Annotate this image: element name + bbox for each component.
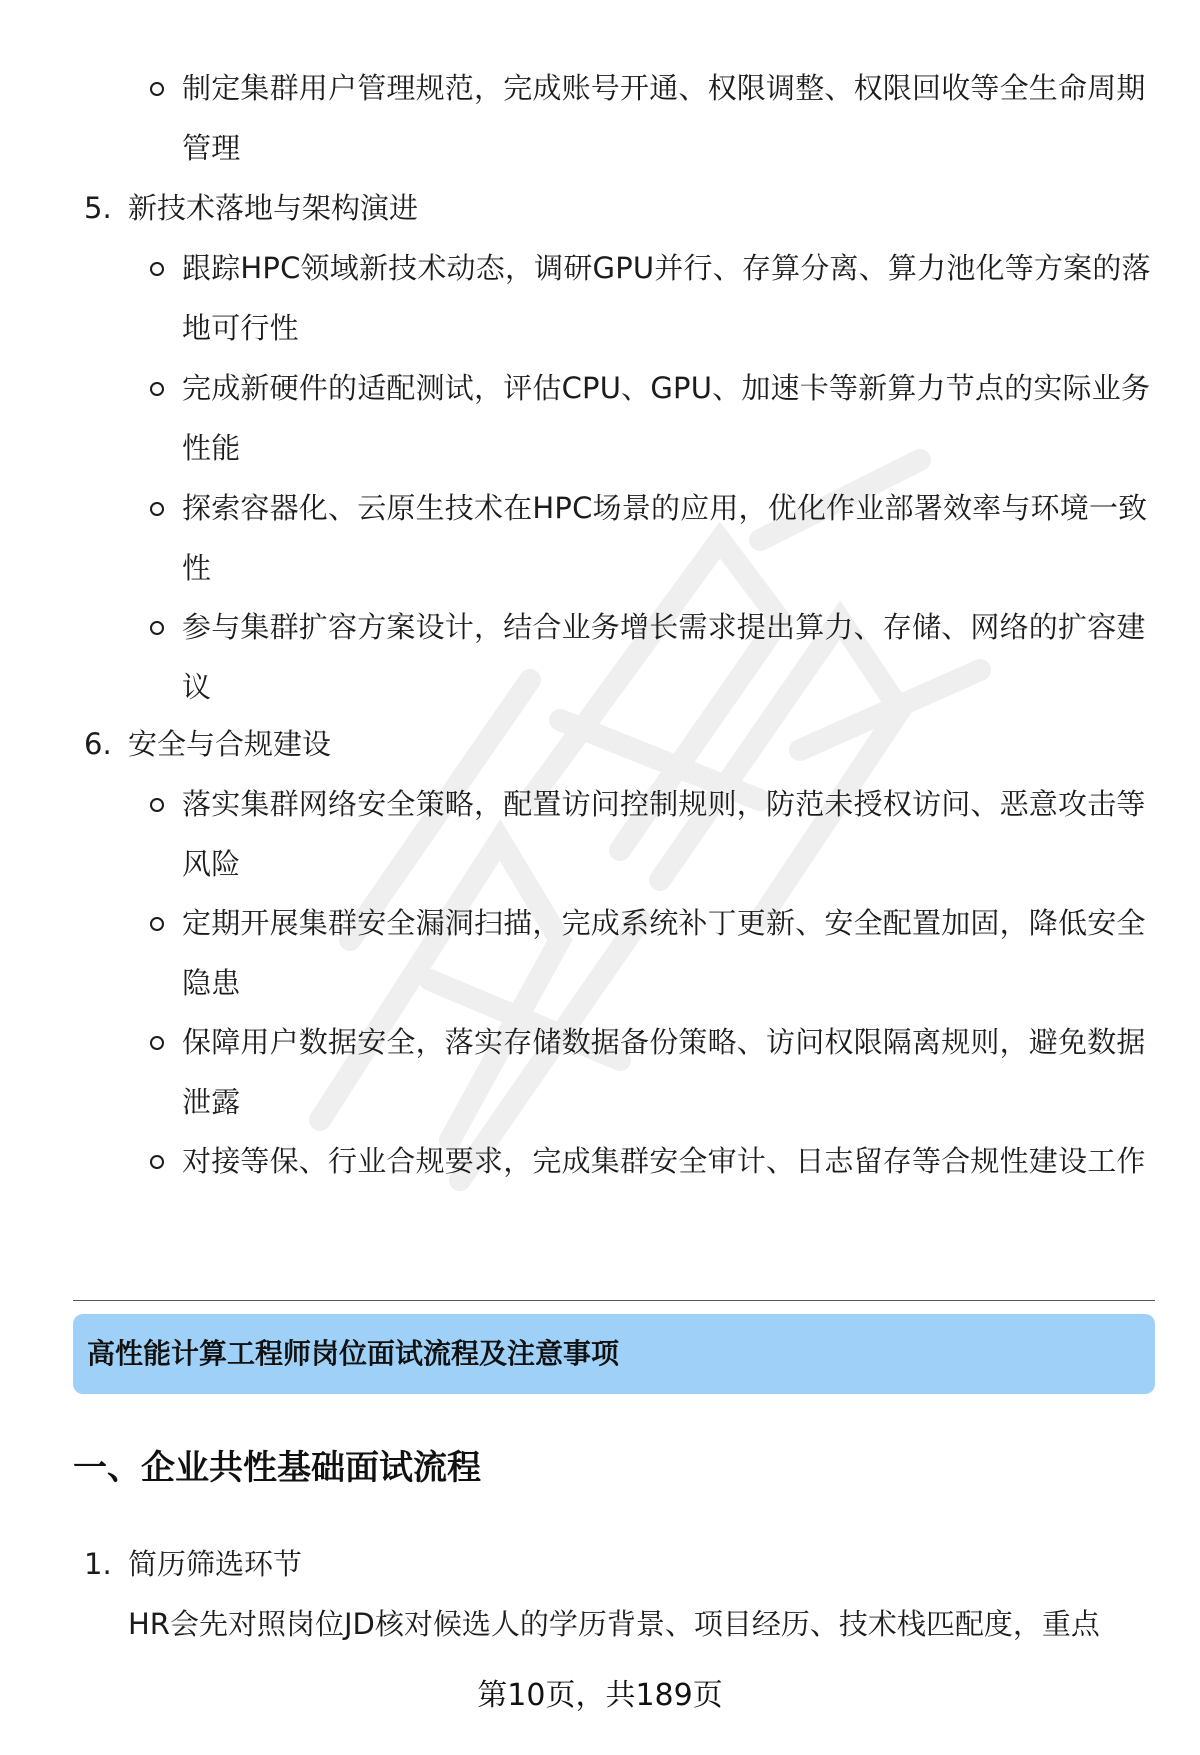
bullet-text: 跟踪HPC领域新技术动态，调研GPU并行、存算分离、算力池化等方案的落地可行性: [182, 251, 1151, 345]
bullet-text: 制定集群用户管理规范，完成账号开通、权限调整、权限回收等全生命周期管理: [182, 71, 1146, 165]
section-heading: 一、企业共性基础面试流程: [73, 1448, 481, 1488]
list-bullet: [150, 893, 1146, 1013]
item-title: 新技术落地与架构演进: [128, 191, 419, 225]
item-number: 6.: [84, 727, 112, 761]
item-title: 安全与合规建设: [128, 727, 332, 761]
bullet-circle-icon: [150, 382, 164, 396]
bullet-text: 定期开展集群安全漏洞扫描，完成系统补丁更新、安全配置加固，降低安全隐患: [182, 906, 1146, 1000]
bullet-text: 保障用户数据安全，落实存储数据备份策略、访问权限隔离规则，避免数据泄露: [182, 1025, 1146, 1119]
page-footer: 第10页，共189页: [477, 1678, 723, 1713]
list-bullet: [150, 478, 1148, 598]
numbered-item-6: [84, 714, 331, 774]
item-title: 简历筛选环节: [128, 1547, 303, 1581]
list-bullet: [150, 238, 1151, 358]
body-paragraph: HR会先对照岗位JD核对候选人的学历背景、项目经历、技术栈匹配度，重点: [128, 1607, 1100, 1641]
bullet-text: 完成新硬件的适配测试，评估CPU、GPU、加速卡等新算力节点的实际业务性能: [182, 371, 1151, 465]
list-bullet: [150, 1012, 1146, 1132]
numbered-item-5: [84, 178, 418, 238]
list-bullet: [150, 358, 1151, 478]
bullet-text: 落实集群网络安全策略，配置访问控制规则，防范未授权访问、恶意攻击等风险: [182, 787, 1146, 881]
bullet-circle-icon: [150, 917, 164, 931]
bullet-circle-icon: [150, 621, 164, 635]
bullet-circle-icon: [150, 262, 164, 276]
bullet-circle-icon: [150, 82, 164, 96]
list-bullet: [150, 1131, 1146, 1191]
bullet-text: 对接等保、行业合规要求，完成集群安全审计、日志留存等合规性建设工作: [182, 1144, 1146, 1178]
bullet-text: 探索容器化、云原生技术在HPC场景的应用，优化作业部署效率与环境一致性: [182, 491, 1148, 585]
section-banner: [73, 1314, 1155, 1394]
list-bullet: [150, 774, 1146, 894]
banner-title: 高性能计算工程师岗位面试流程及注意事项: [87, 1337, 620, 1370]
bullet-circle-icon: [150, 798, 164, 812]
bullet-circle-icon: [150, 1036, 164, 1050]
bullet-circle-icon: [150, 502, 164, 516]
numbered-item-1: [84, 1534, 302, 1594]
list-bullet: [150, 58, 1146, 178]
bullet-circle-icon: [150, 1155, 164, 1169]
item-number: 1.: [84, 1547, 112, 1581]
list-bullet: [150, 597, 1146, 717]
bullet-text: 参与集群扩容方案设计，结合业务增长需求提出算力、存储、网络的扩容建议: [182, 610, 1146, 704]
item-number: 5.: [84, 191, 112, 225]
horizontal-divider: [73, 1300, 1155, 1301]
